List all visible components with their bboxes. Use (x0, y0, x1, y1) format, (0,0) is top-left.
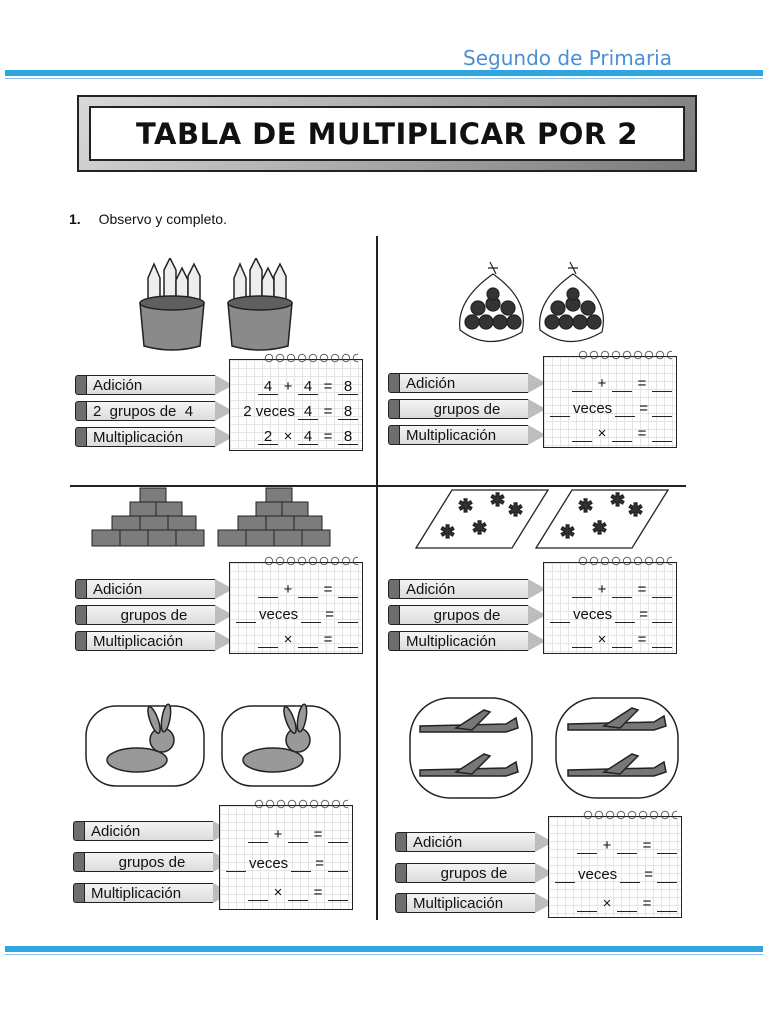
multiplication-row[interactable]: × = (226, 882, 348, 902)
top-divider (5, 70, 763, 76)
pencil-label-adicion: Adición (395, 832, 553, 852)
addition-row[interactable]: + = (550, 373, 672, 393)
answer-notebook (543, 562, 677, 654)
pencil-label-multiplicacion: Multiplicación (388, 425, 546, 445)
multiplication-row[interactable]: × = (550, 423, 672, 443)
multiplication-row[interactable]: × = (555, 893, 677, 913)
addition-row[interactable]: + = (236, 579, 358, 599)
pencil-label-multiplicacion (75, 427, 233, 447)
pencil-label-grupos: grupos de (75, 605, 233, 625)
bricks-icon (90, 486, 340, 552)
svg-text:✱: ✱ (628, 500, 644, 521)
veces-row[interactable]: veces = (550, 398, 672, 418)
veces-row[interactable]: veces = (236, 604, 358, 624)
svg-text:✱: ✱ (610, 490, 626, 511)
pencil-label-multiplicacion: Multiplicación (73, 883, 231, 903)
answer-notebook (219, 805, 353, 910)
instruction (69, 211, 227, 227)
veces-row[interactable]: veces = (550, 604, 672, 624)
pencil-label-adicion: Adición (75, 579, 233, 599)
veces-row: 2 veces 4 = 8 (236, 401, 358, 421)
answer-notebook (548, 816, 682, 918)
pencil-label-multiplicacion: Multiplicación (75, 631, 233, 651)
svg-text:✱: ✱ (592, 518, 608, 539)
flower-trays-icon (412, 486, 682, 552)
pencil-cups-icon (130, 258, 310, 353)
addition-row: 4 + 4 = 8 (236, 376, 358, 396)
pencil-label-grupos: grupos de (388, 399, 546, 419)
addition-row[interactable]: + = (550, 579, 672, 599)
addition-row[interactable]: + = (555, 835, 677, 855)
pencil-label-adicion: Adición (73, 821, 231, 841)
example-notebook (229, 359, 363, 451)
svg-text:✱: ✱ (508, 500, 524, 521)
multiplication-row[interactable]: × = (236, 629, 358, 649)
svg-text:✱: ✱ (458, 496, 474, 517)
svg-text:✱: ✱ (472, 518, 488, 539)
rabbits-icon (82, 700, 342, 792)
vertical-divider (376, 236, 378, 920)
answer-notebook (229, 562, 363, 654)
veces-row[interactable]: veces = (226, 853, 348, 873)
pencil-label-grupos: grupos de (73, 852, 231, 872)
page-title: TABLA DE MULTIPLICAR POR 2 (136, 116, 638, 151)
pencil-label-multiplicacion: Multiplicación (388, 631, 546, 651)
pencil-label-multiplicacion: Multiplicación (395, 893, 553, 913)
answer-notebook (543, 356, 677, 448)
instruction-number: 1. (69, 211, 81, 227)
adicion-label: Adición (93, 376, 143, 394)
grade-label: Segundo de Primaria (463, 46, 672, 70)
grupos-label: 2 grupos de 4 (93, 402, 194, 420)
addition-row[interactable]: + = (226, 824, 348, 844)
airplanes-icon (406, 694, 682, 804)
svg-text:✱: ✱ (578, 496, 594, 517)
veces-row[interactable]: veces = (555, 864, 677, 884)
instruction-text: Observo y completo. (98, 211, 227, 227)
pencil-label-grupos: grupos de (395, 863, 553, 883)
pencil-label-adicion (75, 375, 233, 395)
svg-text:✱: ✱ (490, 490, 506, 511)
apple-bags-icon (448, 260, 618, 350)
multiplicacion-label: Multiplicación (93, 428, 184, 446)
multiplication-row[interactable]: × = (550, 629, 672, 649)
svg-text:✱: ✱ (560, 522, 576, 543)
pencil-label-grupos (75, 401, 233, 421)
multiplication-row: 2 × 4 = 8 (236, 426, 358, 446)
bottom-divider (5, 946, 763, 952)
svg-text:✱: ✱ (440, 522, 456, 543)
title-frame (77, 95, 697, 172)
pencil-label-grupos: grupos de (388, 605, 546, 625)
pencil-label-adicion: Adición (388, 579, 546, 599)
pencil-label-adicion: Adición (388, 373, 546, 393)
